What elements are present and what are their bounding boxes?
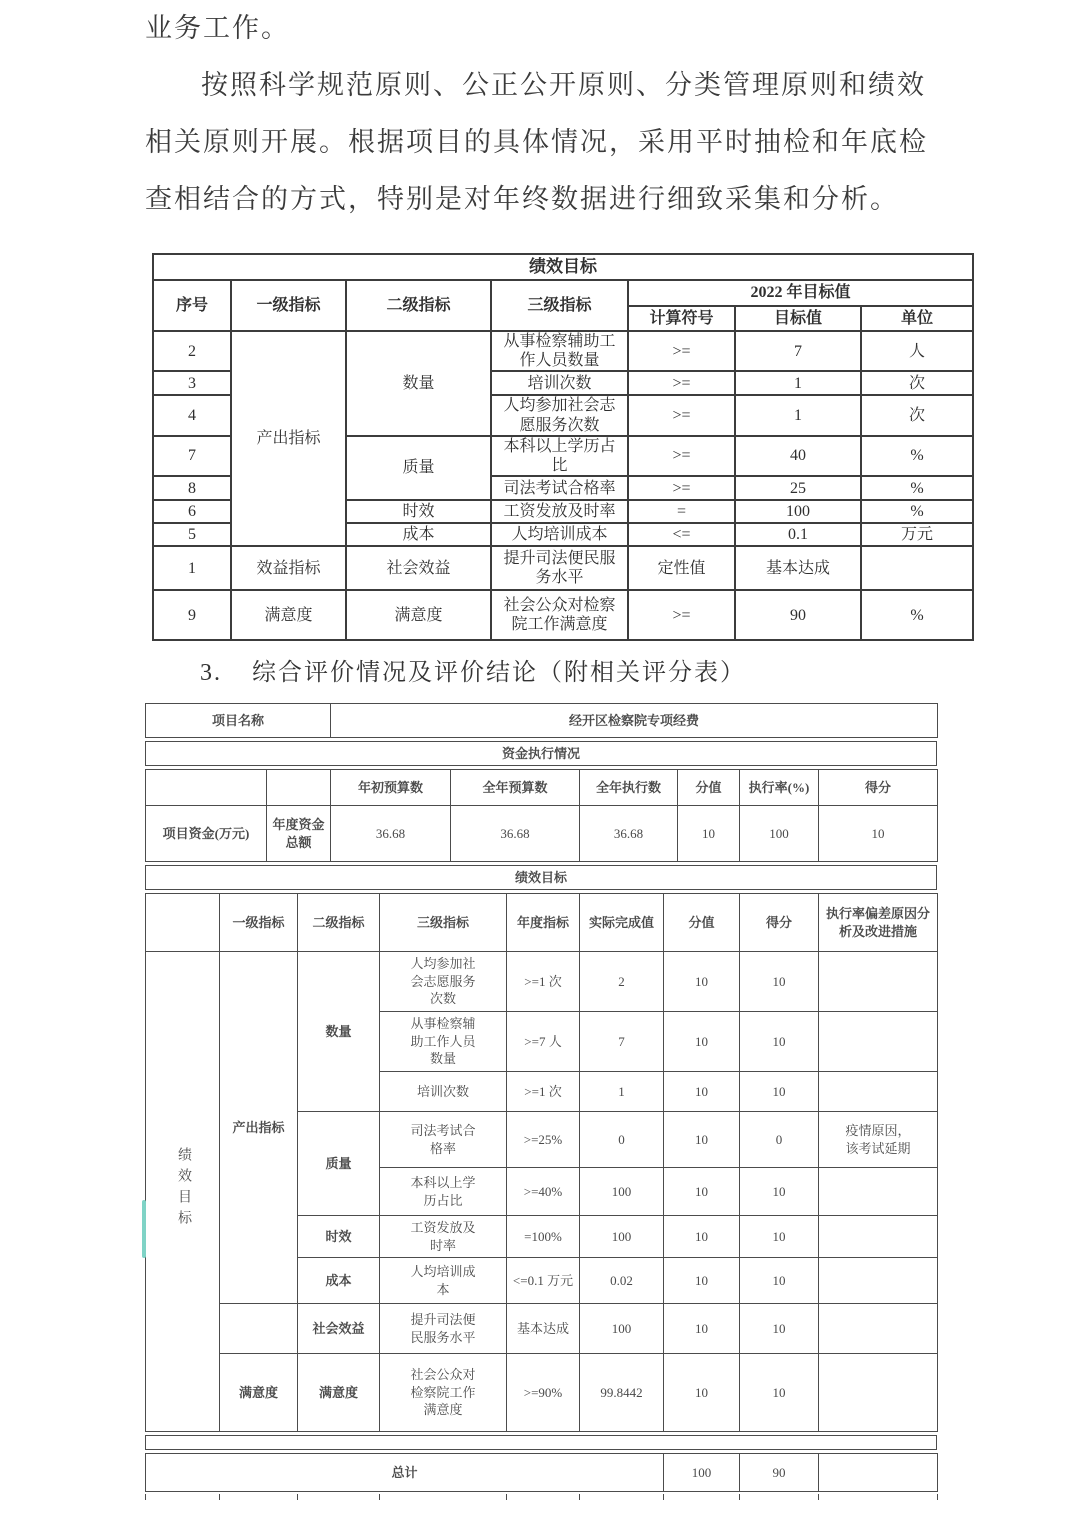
unit-cell: % <box>861 500 973 523</box>
intro-paragraphs <box>145 0 945 228</box>
seq-cell: 3 <box>153 371 231 395</box>
unit-cell: 次 <box>861 395 973 435</box>
score-value: 10 <box>819 806 938 862</box>
blank-cell <box>146 770 267 806</box>
paragraph-line: 业务工作。 <box>145 13 290 43</box>
table1-title: 绩效目标 <box>153 254 973 280</box>
annual-target-cell: >=90% <box>507 1354 580 1432</box>
level3-cell: 提升司法便民服务水平 <box>491 546 628 590</box>
col-header-level1: 一级指标 <box>231 280 346 331</box>
score-max-value: 10 <box>678 806 740 862</box>
score-cell: 10 <box>740 1304 819 1354</box>
score-max-cell: 10 <box>664 1168 740 1216</box>
level1-cell: 效益指标 <box>231 546 346 590</box>
note-cell <box>819 1354 938 1432</box>
seq-cell: 1 <box>153 546 231 590</box>
funding-row-sublabel: 年度资金总额 <box>267 806 331 862</box>
target-cell: 100 <box>735 500 861 523</box>
col-header-seq: 序号 <box>153 280 231 331</box>
note-cell <box>819 1012 938 1072</box>
header-annual-execution: 全年执行数 <box>580 770 678 806</box>
level2-cell: 时效 <box>346 500 491 523</box>
level1-cell: 满意度 <box>231 590 346 640</box>
annual-execution-value: 36.68 <box>580 806 678 862</box>
symbol-cell: <= <box>628 523 735 546</box>
blank-cell <box>146 894 220 952</box>
unit-cell: % <box>861 590 973 640</box>
section-number: 3. <box>200 660 222 686</box>
paragraph-line: 查相结合的方式，特别是对年终数据进行细致采集和分析。 <box>145 184 899 214</box>
col-header-level2: 二级指标 <box>346 280 491 331</box>
level3-cell: 人均参加社会志愿服务次数 <box>491 395 628 435</box>
level1-cell <box>220 1304 298 1354</box>
project-name-label: 项目名称 <box>146 704 331 738</box>
table-row <box>146 1354 938 1432</box>
unit-cell: 次 <box>861 371 973 395</box>
blank-cell <box>819 1454 938 1492</box>
blank-cell <box>267 770 331 806</box>
col-header-level3: 三级指标 <box>491 280 628 331</box>
col-header-unit: 单位 <box>861 306 973 331</box>
symbol-cell: >= <box>628 331 735 371</box>
annual-target-cell: =100% <box>507 1216 580 1258</box>
paragraph-line: 相关原则开展。根据项目的具体情况，采用平时抽检和年底检 <box>145 127 928 157</box>
total-row <box>146 1454 938 1492</box>
header-score-max: 分值 <box>678 770 740 806</box>
project-name-section <box>145 703 938 738</box>
note-cell: 疫情原因，该考试延期 <box>819 1112 938 1168</box>
score-max-cell: 10 <box>664 1258 740 1304</box>
table-row <box>146 1304 938 1354</box>
target-cell: 7 <box>735 331 861 371</box>
level1-cell: 产出指标 <box>220 952 298 1304</box>
header-actual-value: 实际完成值 <box>580 894 664 952</box>
scan-artifact-accent <box>142 1200 146 1258</box>
annual-target-cell: >=25% <box>507 1112 580 1168</box>
symbol-cell: >= <box>628 371 735 395</box>
funding-row <box>146 806 938 862</box>
table-row <box>153 331 973 371</box>
level3-cell: 社会公众对检察院工作满意度 <box>491 590 628 640</box>
actual-value-cell: 0 <box>580 1112 664 1168</box>
score-cell: 10 <box>740 1258 819 1304</box>
funding-section-title: 资金执行情况 <box>146 742 937 766</box>
note-cell <box>819 952 938 1012</box>
score-max-cell: 10 <box>664 1304 740 1354</box>
actual-value-cell: 99.8442 <box>580 1354 664 1432</box>
header-deviation-note: 执行率偏差原因分析及改进措施 <box>819 894 938 952</box>
target-cell: 1 <box>735 371 861 395</box>
note-cell <box>819 1168 938 1216</box>
total-score: 90 <box>740 1454 819 1492</box>
annual-target-cell: >=7 人 <box>507 1012 580 1072</box>
seq-cell: 5 <box>153 523 231 546</box>
paragraph-line: 按照科学规范原则、公正公开原则、分类管理原则和绩效 <box>201 70 926 100</box>
symbol-cell: >= <box>628 395 735 435</box>
level2-cell: 成本 <box>346 523 491 546</box>
level2-cell: 社会效益 <box>298 1304 380 1354</box>
actual-value-cell: 7 <box>580 1012 664 1072</box>
side-label: 绩效目标 <box>175 1147 191 1232</box>
level3-cell: 本科以上学历占比 <box>380 1168 507 1216</box>
level3-cell: 培训次数 <box>491 371 628 395</box>
level3-cell: 司法考试合格率 <box>380 1112 507 1168</box>
level3-cell: 从事检察辅助工作人员数量 <box>380 1012 507 1072</box>
score-cell: 10 <box>740 1354 819 1432</box>
performance-goal-table <box>152 253 974 641</box>
target-cell: 0.1 <box>735 523 861 546</box>
section-title: 综合评价情况及评价结论（附相关评分表） <box>252 660 746 686</box>
cutoff-row-sliver <box>145 1494 938 1500</box>
total-row-section <box>145 1453 938 1492</box>
symbol-cell: >= <box>628 436 735 476</box>
goal-section-title-row <box>145 865 937 890</box>
execution-rate-value: 100 <box>740 806 819 862</box>
header-score-max: 分值 <box>664 894 740 952</box>
unit-cell: % <box>861 436 973 476</box>
level3-cell: 人均培训成本 <box>380 1258 507 1304</box>
level2-cell: 社会效益 <box>346 546 491 590</box>
goal-section <box>145 893 938 1432</box>
annual-budget-value: 36.68 <box>451 806 580 862</box>
note-cell <box>819 1304 938 1354</box>
header-annual-budget: 全年预算数 <box>451 770 580 806</box>
level3-cell: 提升司法便民服务水平 <box>380 1304 507 1354</box>
funding-section <box>145 769 938 862</box>
note-cell <box>819 1258 938 1304</box>
header-initial-budget: 年初预算数 <box>331 770 451 806</box>
header-execution-rate: 执行率(%) <box>740 770 819 806</box>
level2-cell: 满意度 <box>346 590 491 640</box>
funding-section-title-row <box>145 741 937 766</box>
target-cell: 基本达成 <box>735 546 861 590</box>
symbol-cell: >= <box>628 590 735 640</box>
unit-cell <box>861 546 973 590</box>
col-header-target-group: 2022 年目标值 <box>628 280 973 306</box>
header-annual-target: 年度指标 <box>507 894 580 952</box>
funding-row-label: 项目资金(万元) <box>146 806 267 862</box>
level3-cell: 人均培训成本 <box>491 523 628 546</box>
side-label-cell <box>146 952 220 1432</box>
level2-cell: 成本 <box>298 1258 380 1304</box>
seq-cell: 6 <box>153 500 231 523</box>
seq-cell: 2 <box>153 331 231 371</box>
actual-value-cell: 2 <box>580 952 664 1012</box>
annual-target-cell: >=40% <box>507 1168 580 1216</box>
unit-cell: 人 <box>861 331 973 371</box>
level3-cell: 本科以上学历占比 <box>491 436 628 476</box>
score-cell: 0 <box>740 1112 819 1168</box>
header-score: 得分 <box>740 894 819 952</box>
score-cell: 10 <box>740 1072 819 1112</box>
evaluation-score-table <box>145 703 937 1500</box>
score-max-cell: 10 <box>664 1012 740 1072</box>
col-header-target: 目标值 <box>735 306 861 331</box>
total-label: 总计 <box>146 1454 664 1492</box>
actual-value-cell: 100 <box>580 1304 664 1354</box>
initial-budget-value: 36.68 <box>331 806 451 862</box>
score-max-cell: 10 <box>664 1072 740 1112</box>
seq-cell: 4 <box>153 395 231 435</box>
col-header-symbol: 计算符号 <box>628 306 735 331</box>
seq-cell: 7 <box>153 436 231 476</box>
level2-cell: 质量 <box>346 436 491 500</box>
symbol-cell: = <box>628 500 735 523</box>
level3-cell: 从事检察辅助工作人员数量 <box>491 331 628 371</box>
header-level1: 一级指标 <box>220 894 298 952</box>
goal-section-title: 绩效目标 <box>146 866 937 890</box>
target-cell: 40 <box>735 436 861 476</box>
symbol-cell: 定性值 <box>628 546 735 590</box>
table-row <box>153 590 973 640</box>
level3-cell: 司法考试合格率 <box>491 476 628 500</box>
level2-cell: 满意度 <box>298 1354 380 1432</box>
level3-cell: 社会公众对检察院工作满意度 <box>380 1354 507 1432</box>
score-max-cell: 10 <box>664 1354 740 1432</box>
note-cell <box>819 1072 938 1112</box>
score-max-cell: 10 <box>664 1112 740 1168</box>
spacer-row <box>145 1435 937 1450</box>
note-cell <box>819 1216 938 1258</box>
unit-cell: % <box>861 476 973 500</box>
total-score-max: 100 <box>664 1454 740 1492</box>
unit-cell: 万元 <box>861 523 973 546</box>
actual-value-cell: 1 <box>580 1072 664 1112</box>
actual-value-cell: 0.02 <box>580 1258 664 1304</box>
level1-cell: 产出指标 <box>231 331 346 546</box>
seq-cell: 9 <box>153 590 231 640</box>
level3-cell: 人均参加社会志愿服务次数 <box>380 952 507 1012</box>
score-cell: 10 <box>740 1012 819 1072</box>
level2-cell: 数量 <box>346 331 491 436</box>
target-cell: 90 <box>735 590 861 640</box>
level2-cell: 数量 <box>298 952 380 1112</box>
seq-cell: 8 <box>153 476 231 500</box>
header-score: 得分 <box>819 770 938 806</box>
actual-value-cell: 100 <box>580 1168 664 1216</box>
annual-target-cell: 基本达成 <box>507 1304 580 1354</box>
level3-cell: 工资发放及时率 <box>380 1216 507 1258</box>
score-cell: 10 <box>740 952 819 1012</box>
target-cell: 25 <box>735 476 861 500</box>
level1-cell: 满意度 <box>220 1354 298 1432</box>
project-name-value: 经开区检察院专项经费 <box>331 704 938 738</box>
annual-target-cell: >=1 次 <box>507 952 580 1012</box>
target-cell: 1 <box>735 395 861 435</box>
score-cell: 10 <box>740 1168 819 1216</box>
section-heading <box>200 652 746 687</box>
score-max-cell: 10 <box>664 1216 740 1258</box>
annual-target-cell: <=0.1 万元 <box>507 1258 580 1304</box>
level3-cell: 工资发放及时率 <box>491 500 628 523</box>
level3-cell: 培训次数 <box>380 1072 507 1112</box>
actual-value-cell: 100 <box>580 1216 664 1258</box>
score-cell: 10 <box>740 1216 819 1258</box>
table-row <box>153 546 973 590</box>
symbol-cell: >= <box>628 476 735 500</box>
table-row <box>146 952 938 1012</box>
score-max-cell: 10 <box>664 952 740 1012</box>
annual-target-cell: >=1 次 <box>507 1072 580 1112</box>
header-level2: 二级指标 <box>298 894 380 952</box>
level2-cell: 时效 <box>298 1216 380 1258</box>
header-level3: 三级指标 <box>380 894 507 952</box>
level2-cell: 质量 <box>298 1112 380 1216</box>
blank-cell <box>146 1436 937 1450</box>
